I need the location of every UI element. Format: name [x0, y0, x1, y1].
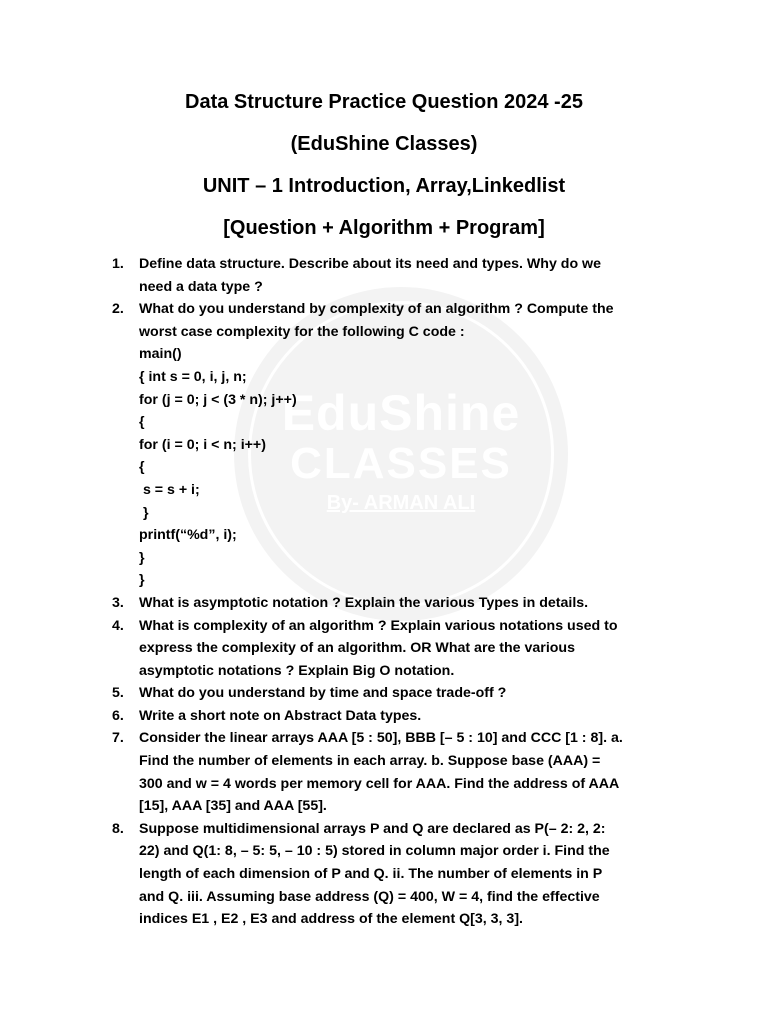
document-title: Data Structure Practice Question 2024 -25 — [185, 91, 583, 113]
question-text — [139, 727, 679, 817]
question-text — [139, 682, 679, 705]
question-number: 3. — [112, 594, 124, 611]
question-line: } — [139, 572, 145, 589]
question-line: for (j = 0; j < (3 * n); j++) — [139, 391, 297, 408]
question-list — [0, 253, 768, 931]
format-heading: [Question + Algorithm + Program] — [223, 217, 545, 239]
watermark-line3: By- ARMAN ALI — [326, 492, 476, 514]
question-line: 22) and Q(1: 8, – 5: 5, – 10 : 5) stored in column major order i. Find the — [139, 843, 610, 860]
question-line: main() — [139, 346, 182, 363]
question-line: printf(“%d”, i); — [139, 527, 237, 544]
question-line: Suppose multidimensional arrays P and Q are declared as P(– 2: 2, 2: — [139, 820, 606, 837]
question-number: 7. — [112, 730, 124, 747]
question-number: 2. — [112, 301, 124, 318]
watermark-line2: CLASSES — [290, 439, 512, 488]
question-line: What do you understand by time and space trade-off ? — [139, 685, 507, 702]
question-line: } — [139, 549, 145, 566]
question-number: 4. — [112, 617, 124, 634]
question-line: Consider the linear arrays AAA [5 : 50], BBB [– 5 : 10] and CCC [1 : 8]. a. — [139, 730, 623, 747]
question-number: 1. — [112, 256, 124, 272]
question-line: Write a short note on Abstract Data types. — [139, 707, 422, 724]
question-line: worst case complexity for the following C code : — [139, 323, 465, 340]
question-item — [0, 298, 768, 592]
question-line: express the complexity of an algorithm. OR What are the various — [139, 640, 575, 657]
question-line: need a data type ? — [139, 278, 263, 295]
question-number: 5. — [112, 685, 124, 702]
question-line: Find the number of elements in each array. b. Suppose base (AAA) = — [139, 753, 601, 770]
question-line: What is asymptotic notation ? Explain the various Types in details. — [139, 594, 589, 611]
question-text — [139, 592, 679, 615]
question-text — [139, 705, 679, 728]
question-item — [0, 705, 768, 728]
question-line: 300 and w = 4 words per memory cell for AAA. Find the address of AAA — [139, 775, 620, 792]
question-number: 8. — [112, 820, 124, 837]
question-line: } — [139, 504, 149, 521]
question-line: What is complexity of an algorithm ? Explain various notations used to — [139, 617, 618, 634]
question-text — [139, 818, 679, 931]
question-line: [15], AAA [35] and AAA [55]. — [139, 798, 327, 815]
question-line: length of each dimension of P and Q. ii. The number of elements in P — [139, 866, 603, 883]
question-number: 6. — [112, 707, 124, 724]
question-line: asymptotic notations ? Explain Big O notation. — [139, 662, 455, 679]
document-subtitle: (EduShine Classes) — [290, 133, 478, 155]
question-item — [0, 682, 768, 705]
question-line: { — [139, 414, 145, 431]
question-item — [0, 592, 768, 615]
question-line: Define data structure. Describe about its need and types. Why do we — [139, 256, 601, 272]
unit-heading: UNIT – 1 Introduction, Array,Linkedlist — [202, 175, 566, 197]
question-item — [0, 615, 768, 683]
question-item — [0, 727, 768, 817]
question-item — [0, 253, 768, 298]
question-line: and Q. iii. Assuming base address (Q) = 400, W = 4, find the effective — [139, 888, 600, 905]
question-text — [139, 615, 679, 683]
question-text — [139, 253, 679, 298]
question-line: { int s = 0, i, j, n; — [139, 368, 247, 385]
question-line: indices E1 , E2 , E3 and address of the element Q[3, 3, 3]. — [139, 911, 523, 928]
question-item — [0, 818, 768, 931]
document-header — [0, 86, 768, 254]
watermark-line1: EduShine — [281, 385, 521, 441]
question-line: for (i = 0; i < n; i++) — [139, 436, 266, 453]
question-line: { — [139, 459, 145, 476]
question-text — [139, 298, 679, 592]
question-line: s = s + i; — [139, 481, 200, 498]
question-line: What do you understand by complexity of an algorithm ? Compute the — [139, 301, 614, 318]
